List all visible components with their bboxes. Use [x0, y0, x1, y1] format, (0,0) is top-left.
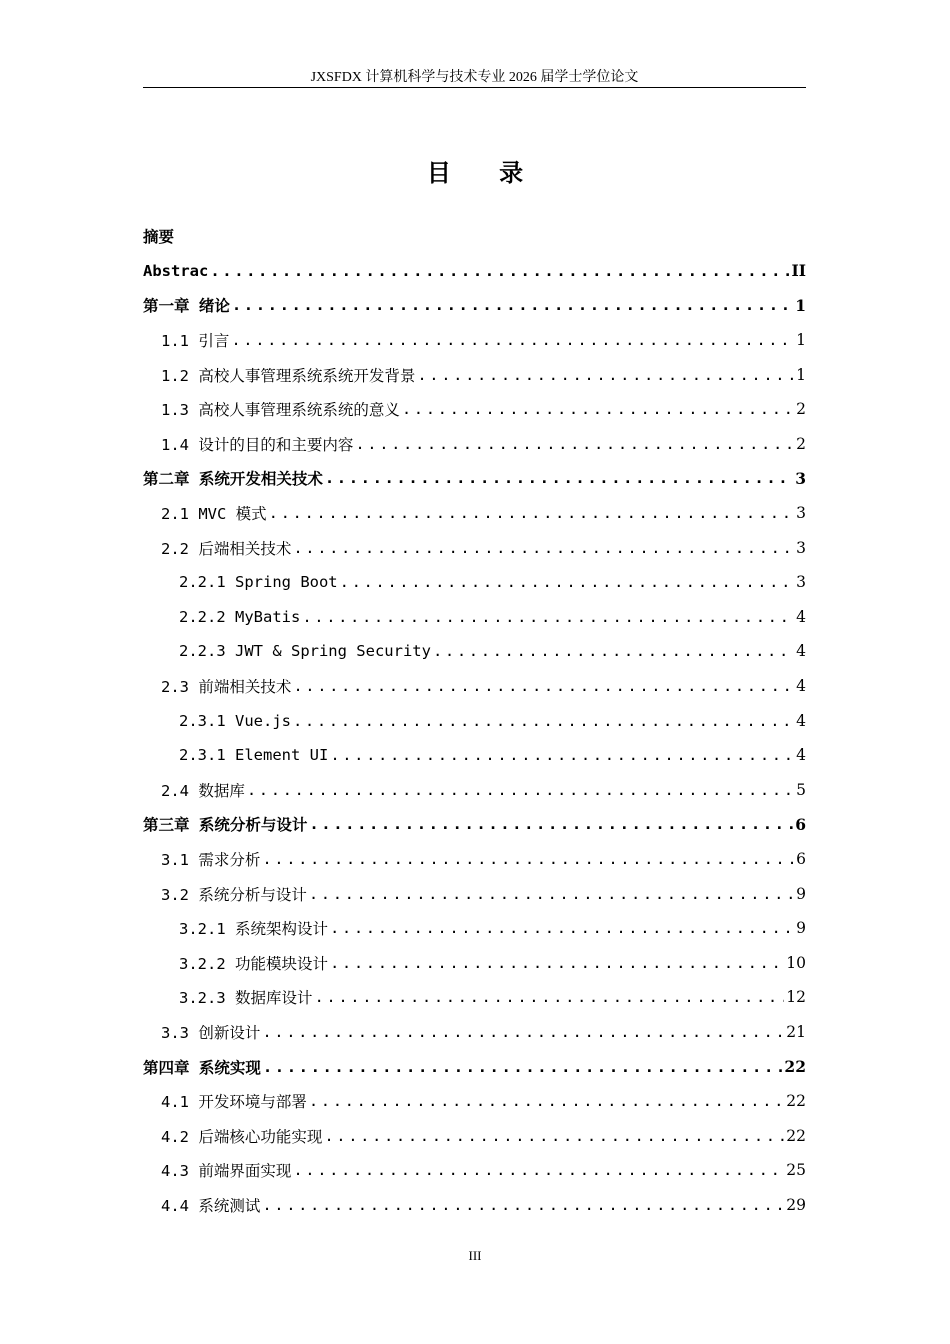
toc-entry[interactable] [143, 703, 806, 738]
toc-entry-page: 1 [795, 295, 806, 315]
toc-entry[interactable] [143, 288, 806, 323]
toc-entry-title: 摘要 [143, 228, 175, 247]
dot-leader [262, 1023, 784, 1041]
toc-entry-title: 2.2.3 JWT & Spring Security [179, 642, 431, 661]
toc-entry-page: 3 [796, 504, 806, 523]
dot-leader [355, 435, 794, 453]
dot-leader [262, 1196, 784, 1214]
dot-leader [293, 677, 794, 695]
toc-entry[interactable] [143, 565, 806, 600]
dot-leader [210, 262, 789, 280]
toc-entry-page: 3 [796, 573, 806, 592]
dot-leader [433, 642, 794, 660]
toc-entry-page: 10 [786, 953, 806, 972]
toc-entry-page: 22 [786, 1126, 806, 1145]
dot-leader [309, 815, 793, 833]
toc-entry-page: 29 [786, 1195, 806, 1214]
header-rule [143, 87, 806, 88]
dot-leader [302, 608, 794, 626]
dot-leader [263, 1058, 783, 1076]
toc-entry-page: 1 [796, 365, 806, 384]
toc-entry[interactable] [143, 634, 806, 669]
dot-leader [340, 573, 794, 591]
dot-leader [231, 331, 794, 349]
toc-entry-page: 2 [796, 400, 806, 419]
toc-entry[interactable] [143, 496, 806, 531]
toc-entry[interactable] [143, 738, 806, 773]
toc-entry-page: 12 [786, 988, 806, 1007]
toc-entry-title: 2.3.1 Vue.js [179, 711, 291, 730]
toc-entry-page: 6 [796, 849, 806, 868]
running-header: JXSFDX 计算机科学与技术专业 2026 届学士学位论文 [310, 70, 639, 85]
toc-entry-title: 4.1 开发环境与部署 [161, 1093, 307, 1112]
toc-entry[interactable] [143, 254, 806, 289]
toc-entry-title: 2.3 前端相关技术 [161, 678, 292, 697]
toc-entry[interactable] [143, 1153, 806, 1188]
toc-entry[interactable] [143, 323, 806, 358]
toc-entry-title: Abstrac [143, 261, 209, 280]
toc-entry[interactable] [143, 530, 806, 565]
toc-entry[interactable] [143, 392, 806, 427]
toc-entry-page: 9 [796, 919, 806, 938]
toc-entry-page: 21 [786, 1022, 806, 1041]
toc-entry[interactable] [143, 945, 806, 980]
dot-leader [309, 1092, 784, 1110]
toc-entry[interactable] [143, 1188, 806, 1223]
dot-leader [293, 539, 794, 557]
toc-entry-page: 4 [796, 711, 806, 730]
toc-entry-title: 2.1 MVC 模式 [161, 505, 267, 524]
toc-entry-title: 2.2.2 MyBatis [179, 607, 301, 626]
toc-entry-page: 3 [795, 468, 806, 488]
toc-entry-title: 2.4 数据库 [161, 781, 245, 800]
table-of-contents [143, 219, 806, 1222]
toc-entry-page: 2 [796, 434, 806, 453]
toc-entry[interactable] [143, 357, 806, 392]
toc-entry-title: 3.3 创新设计 [161, 1023, 261, 1042]
toc-entry-page: 4 [796, 642, 806, 661]
toc-entry-title: 3.2.2 功能模块设计 [179, 954, 328, 973]
dot-leader [315, 988, 785, 1006]
toc-entry-title: 2.2.1 Spring Boot [179, 573, 338, 592]
toc-entry-title: 1.2 高校人事管理系统系统开发背景 [161, 366, 416, 385]
toc-entry-page: 22 [786, 1092, 806, 1111]
dot-leader [330, 919, 794, 937]
toc-entry-title: 3.2.1 系统架构设计 [179, 920, 328, 939]
dot-leader [269, 504, 794, 522]
dot-leader [293, 712, 794, 730]
dot-leader [417, 366, 794, 384]
toc-entry-title: 第三章 系统分析与设计 [143, 816, 308, 835]
toc-entry-page: 4 [796, 677, 806, 696]
toc-entry-page: 22 [784, 1057, 806, 1077]
page-number: III [468, 1248, 482, 1263]
dot-leader [293, 1161, 784, 1179]
toc-entry-page: 4 [796, 746, 806, 765]
dot-leader [262, 850, 794, 868]
toc-entry[interactable] [143, 1049, 806, 1084]
dot-leader [324, 1127, 784, 1145]
toc-entry-title: 3.1 需求分析 [161, 850, 261, 869]
toc-entry[interactable] [143, 669, 806, 704]
toc-entry-title: 3.2 系统分析与设计 [161, 885, 307, 904]
toc-entry-title: 第四章 系统实现 [143, 1058, 261, 1077]
toc-entry-title: 4.3 前端界面实现 [161, 1162, 292, 1181]
toc-entry-title: 1.1 引言 [161, 332, 230, 351]
toc-entry-title: 4.2 后端核心功能实现 [161, 1127, 323, 1146]
toc-entry-page: 5 [796, 780, 806, 799]
toc-entry-title: 第一章 绪论 [143, 297, 230, 316]
toc-entry[interactable] [143, 807, 806, 842]
page-title: 目 录 [426, 159, 544, 187]
toc-entry[interactable] [143, 600, 806, 635]
dot-leader [232, 296, 793, 314]
toc-entry[interactable] [143, 980, 806, 1015]
toc-entry[interactable] [143, 1015, 806, 1050]
dot-leader [247, 781, 794, 799]
toc-entry-page: II [791, 261, 806, 281]
toc-entry-title: 2.3.1 Element UI [179, 746, 329, 765]
toc-entry[interactable] [143, 911, 806, 946]
toc-entry-page: 6 [795, 814, 806, 834]
toc-entry-title: 3.2.3 数据库设计 [179, 989, 313, 1008]
toc-entry[interactable] [143, 1084, 806, 1119]
toc-entry-page: 4 [796, 607, 806, 626]
dot-leader [325, 469, 793, 487]
toc-entry[interactable] [143, 842, 806, 877]
dot-leader [309, 885, 794, 903]
toc-entry[interactable] [143, 427, 806, 462]
dot-leader [330, 954, 784, 972]
toc-entry-page: 25 [786, 1161, 806, 1180]
toc-entry-title: 4.4 系统测试 [161, 1196, 261, 1215]
toc-entry-title: 1.3 高校人事管理系统系统的意义 [161, 401, 400, 420]
dot-leader [402, 400, 794, 418]
toc-entry-page: 9 [796, 884, 806, 903]
toc-entry-title: 第二章 系统开发相关技术 [143, 470, 323, 489]
toc-entry-title: 1.4 设计的目的和主要内容 [161, 435, 354, 454]
toc-entry[interactable] [143, 1118, 806, 1153]
toc-entry-title: 2.2 后端相关技术 [161, 539, 292, 558]
toc-entry-page: 1 [796, 331, 806, 350]
toc-entry-page: 3 [796, 538, 806, 557]
toc-entry[interactable] [143, 876, 806, 911]
toc-entry[interactable] [143, 219, 806, 254]
toc-entry[interactable] [143, 773, 806, 808]
dot-leader [330, 746, 794, 764]
toc-entry[interactable] [143, 461, 806, 496]
